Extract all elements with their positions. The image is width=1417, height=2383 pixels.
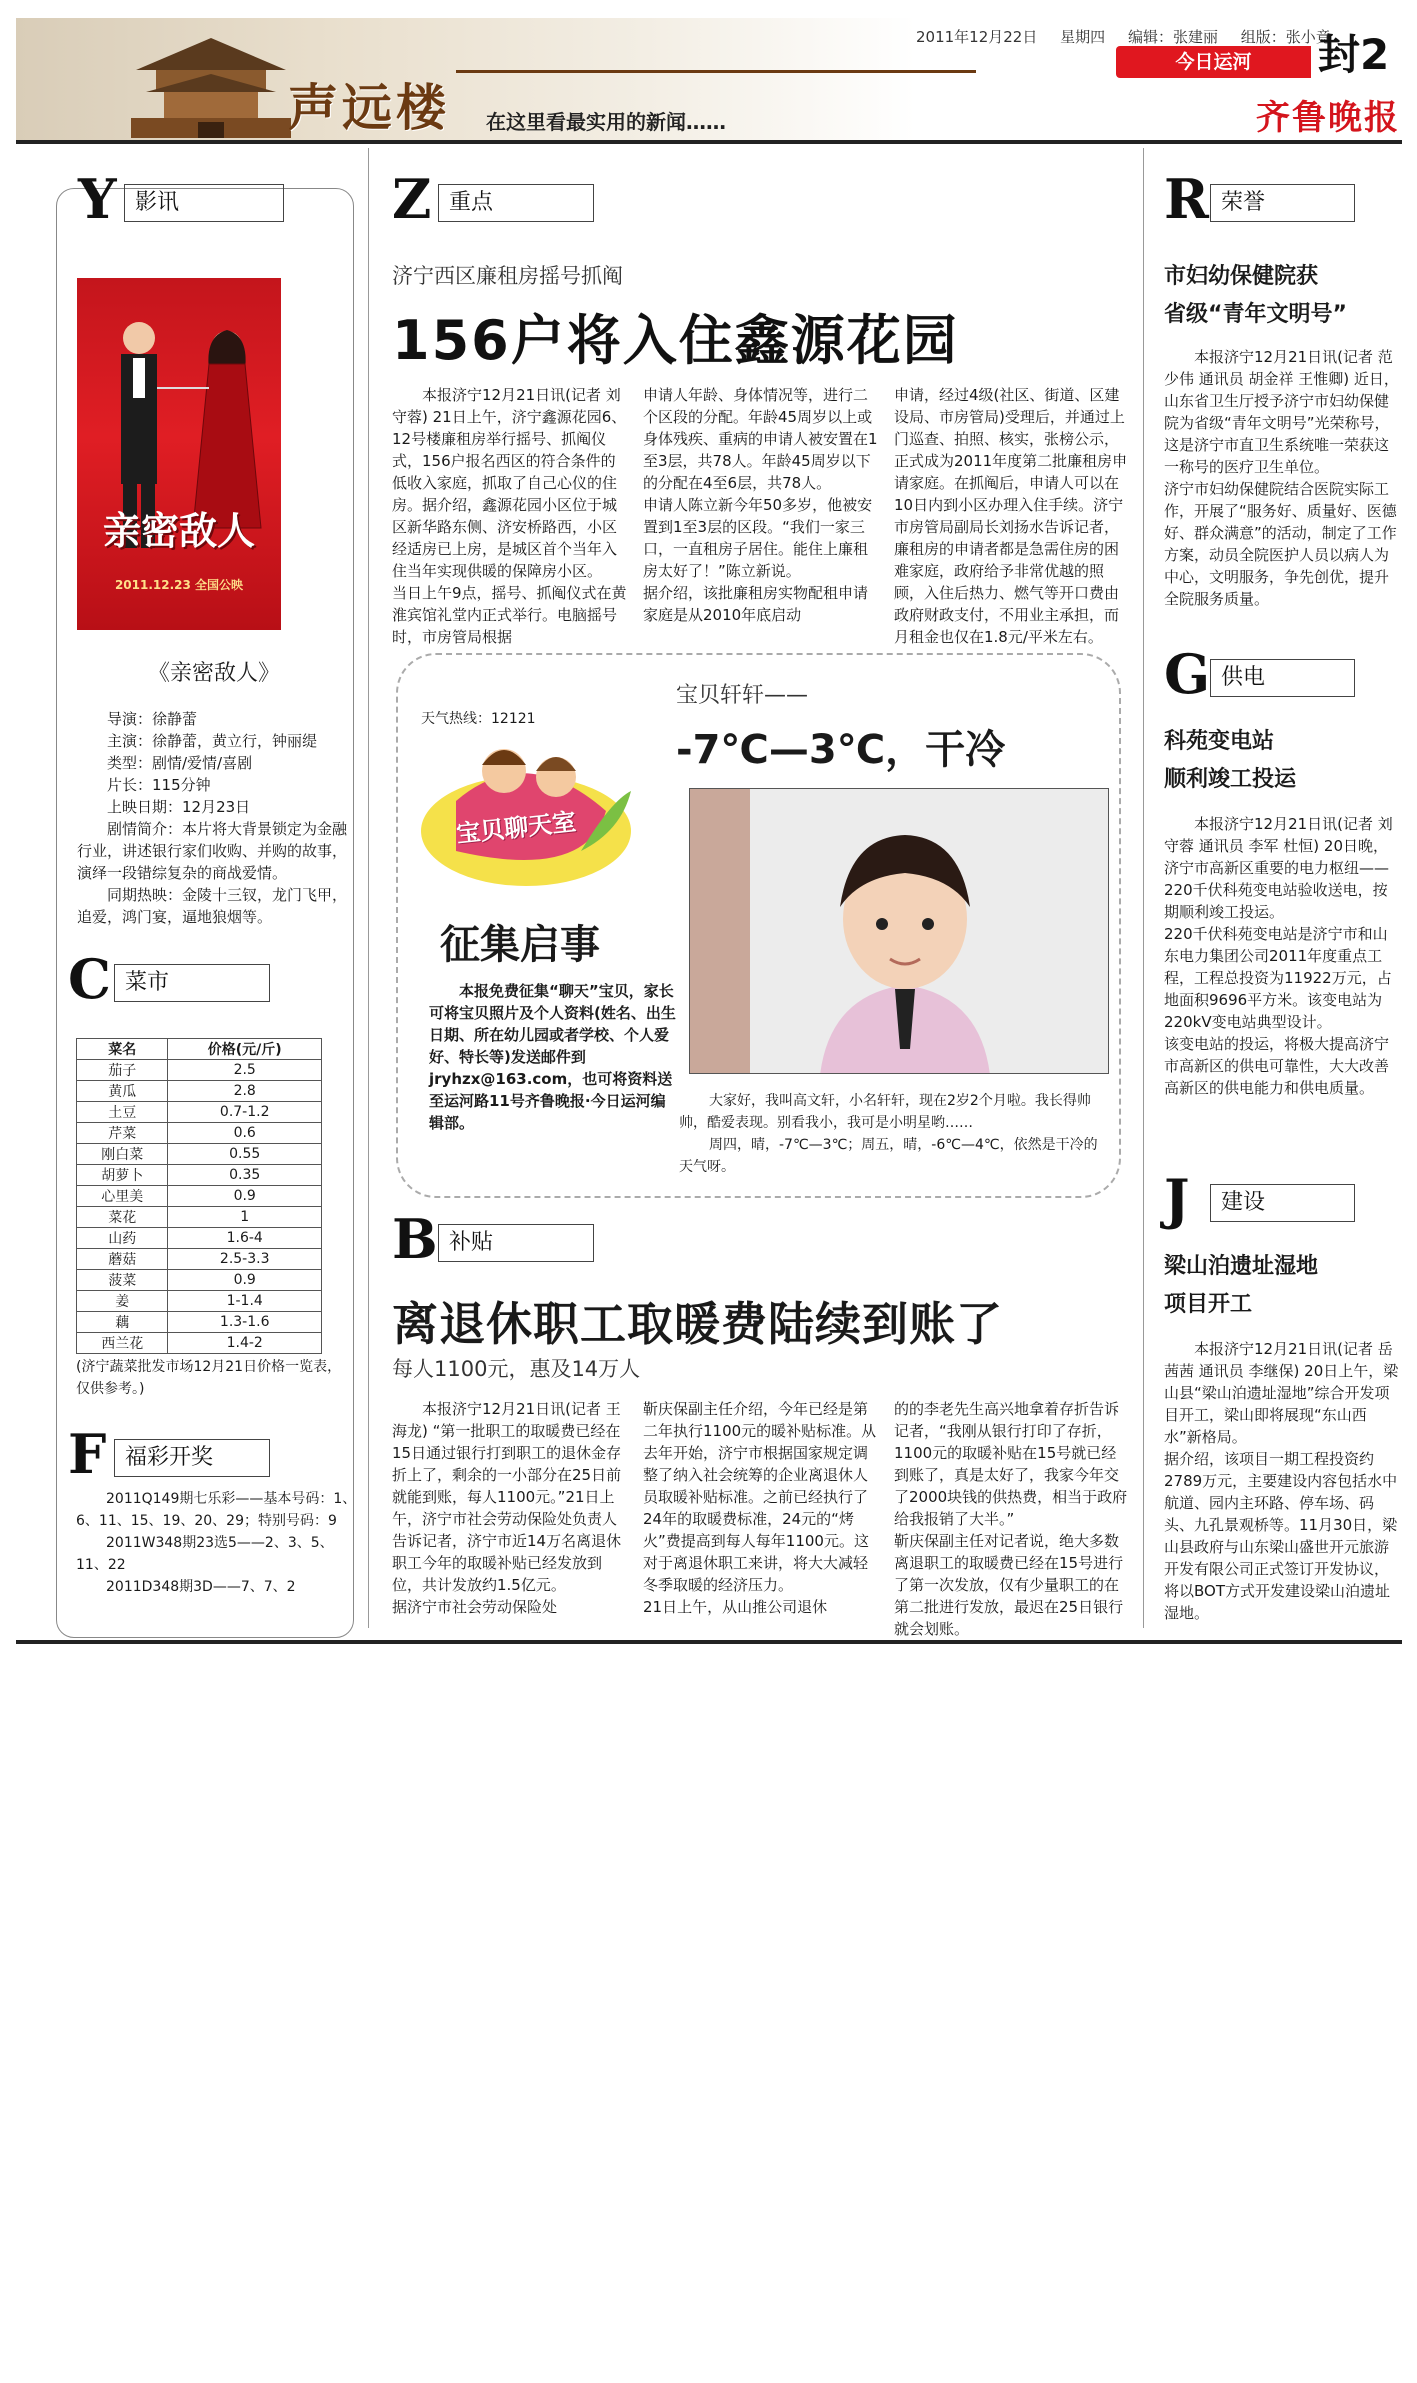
poster-title: 亲密敌人 <box>102 508 255 553</box>
table-row <box>77 1102 322 1123</box>
lottery-line: 2011W348期23选5——2、3、5、11、22 <box>76 1535 334 1573</box>
subsidy-body-col3: 的的李老先生高兴地拿着存折告诉记者，“我刚从银行打印了存折，1100元的取暖补贴在15号就已经到账了，真是太好了，我家今年交了2000块钱的供热费，相当于政府给我报销了大半。” 靳庆保副主任对记者说，绝大多数离退职工的取暖费已经在15号进行了第一次发放，仅有少量职工的在第二批进行发放，最迟在25日银行就会划账。 <box>894 1400 1128 1638</box>
build-headline-line: 梁山泊遗址湿地 <box>1164 1254 1319 1279</box>
build-headline <box>1164 1248 1318 1324</box>
section-head-power <box>1164 642 1402 706</box>
newspaper-page <box>16 18 1402 1643</box>
movie-info-line: 剧情简介：本片将大背景锁定为金融行业，讲述银行家们收购、并购的故事，演绎一段错综复杂的商战爱情。 <box>77 820 348 882</box>
table-row <box>77 1207 322 1228</box>
notice-body: 本报免费征集“聊天”宝贝，家长可将宝贝照片及个人资料(姓名、出生日期、所在幼儿园或者学校、个人爱好、特长等)发送邮件到jryhzx@163.com，也可将资料送至运河路11号齐鲁晚报·今日运河编辑部。 <box>429 982 676 1132</box>
vegetable-price: 2.5 <box>168 1060 322 1081</box>
lead-body-col1: 本报济宁12月21日讯(记者 刘守蓉) 21日上午，济宁鑫源花园6、12号楼廉租房举行摇号、抓阄仪式，156户报名西区的符合条件的低收入家庭，抓取了自己心仪的住房。据介绍，鑫源花园小区位于城区新华路东侧、济安桥路西，小区经适房已上房，是城区首个当年入住当年实现供暖的保障房小区。 当日上午9点，摇号、抓阄仪式在黄淮宾馆礼堂内正式举行。电脑摇号时，市房管局根据 <box>392 386 627 646</box>
table-header-row <box>77 1039 322 1060</box>
vegetable-name: 菜花 <box>77 1207 168 1228</box>
movie-info-line: 类型：剧情/爱情/喜剧 <box>107 754 253 772</box>
vegetable-name: 黄瓜 <box>77 1081 168 1102</box>
lead-kicker: 济宁西区廉租房摇号抓阄 <box>392 264 623 288</box>
baby-chat-logo-text: 宝贝聊天室 <box>455 807 578 849</box>
vegetable-price: 0.55 <box>168 1144 322 1165</box>
column-divider <box>368 148 369 1628</box>
section-badge: 今日运河 <box>1116 46 1311 78</box>
build-body: 本报济宁12月21日讯(记者 岳茜茜 通讯员 李继保) 20日上午，梁山县“梁山泊遗址湿地”综合开发项目开工，梁山即将展现“东山西水”新格局。 据介绍，该项目一期工程投资约2789万元，主要建设内容包括水中航道、园内主环路、停车场、码头、九孔景观桥等。11月30日，梁山县政府与山东梁山盛世开元旅游开发有限公司正式签订开发协议，将以BOT方式开发建设梁山泊遗址湿地。 <box>1164 1340 1399 1622</box>
baby-name: 宝贝轩轩—— <box>676 683 809 708</box>
section-head-focus <box>392 167 632 231</box>
section-letter: Y <box>78 167 117 231</box>
section-head-honor <box>1164 167 1402 231</box>
vegetable-name: 芹菜 <box>77 1123 168 1144</box>
section-head-market <box>68 947 308 1011</box>
temperature: -7℃—3℃，干冷 <box>676 727 1006 773</box>
section-label: 荣誉 <box>1210 184 1355 222</box>
lead-headline: 156户将入住鑫源花园 <box>392 309 959 372</box>
section-letter: R <box>1164 167 1209 231</box>
honor-headline-line: 省级“青年文明号” <box>1164 302 1347 327</box>
weather-hotline: 天气热线：12121 <box>421 711 536 727</box>
poster-release: 2011.12.23 全国公映 <box>114 578 244 592</box>
movie-info-line: 导演：徐静蕾 <box>107 710 198 728</box>
vegetable-note: (济宁蔬菜批发市场12月21日价格一览表，仅供参考。) <box>76 1359 342 1397</box>
lead-body-col2: 申请人年龄、身体情况等，进行二个区段的分配。年龄45周岁以上或身体残疾、重病的申请人被安置在1至3层，共78人。年龄45周岁以下的分配在4至6层，共78人。 申请人陈立新今年50多岁，他被安置到1至3层的区段。“我们一家三口，一直租房子居住。能住上廉租房太好了！”陈立新说。 据介绍，该批廉租房实物配租申请家庭是从2010年底启动 <box>643 386 878 624</box>
issue-info <box>916 26 1349 47</box>
movie-info-line: 主演：徐静蕾，黄立行，钟丽缇 <box>107 732 318 750</box>
section-letter: G <box>1164 642 1211 706</box>
subsidy-body-col2: 靳庆保副主任介绍，今年已经是第二年执行1100元的暖补贴标准。从去年开始，济宁市根据国家规定调整了纳入社会统筹的企业离退休人员取暖补贴标准。之前已经执行了24年的取暖费标准，24元的“烤火”费提高到每人每年1100元。这对于离退休职工来讲，将大大减轻冬季取暖的经济压力。 21日上午，从山推公司退休 <box>643 1400 877 1616</box>
power-headline-line: 科苑变电站 <box>1164 729 1275 754</box>
table-row <box>77 1312 322 1333</box>
vegetable-price: 1.3-1.6 <box>168 1312 322 1333</box>
pagoda-icon <box>126 30 296 140</box>
vegetable-name: 藕 <box>77 1312 168 1333</box>
content-frame <box>16 148 1402 1644</box>
vegetable-name: 姜 <box>77 1291 168 1312</box>
section-head-subsidy <box>392 1207 632 1271</box>
section-label: 建设 <box>1210 1184 1355 1222</box>
table-row <box>77 1291 322 1312</box>
movie-info-line: 上映日期：12月23日 <box>107 798 251 816</box>
masthead-rule <box>456 70 976 73</box>
baby-caption <box>679 1090 1111 1178</box>
section-letter: F <box>68 1422 107 1486</box>
subsidy-headline: 离退休职工取暖费陆续到账了 <box>392 1297 1003 1351</box>
baby-photo-icon <box>690 789 1109 1074</box>
section-letter: C <box>68 947 111 1011</box>
table-row <box>77 1165 322 1186</box>
section-label: 重点 <box>438 184 594 222</box>
vegetable-name: 菠菜 <box>77 1270 168 1291</box>
vegetable-price: 0.9 <box>168 1186 322 1207</box>
vegetable-price: 0.7-1.2 <box>168 1102 322 1123</box>
baby-caption-line: 大家好，我叫高文轩，小名轩轩，现在2岁2个月啦。我长得帅帅，酷爱表现。别看我小，我可是小明星哟…… <box>679 1093 1091 1131</box>
lead-body-col3: 申请，经过4级(社区、街道、区建设局、市房管局)受理后，并通过上门巡查、拍照、核实，张榜公示，正式成为2011年度第二批廉租房申请家庭。在抓阄后，申请人可以在10日内到小区办理入住手续。济宁市房管局副局长刘扬水告诉记者，廉租房的申请者都是急需住房的困难家庭，政府给予非常优越的照顾，入住后热力、燃气等开口费由政府财政支付，不用业主承担，而月租金也仅在1.8元/平米左右。 <box>894 386 1128 646</box>
vegetable-price: 0.9 <box>168 1270 322 1291</box>
issue-weekday: 星期四 <box>1060 28 1106 46</box>
section-label: 福彩开奖 <box>114 1439 270 1477</box>
honor-headline <box>1164 258 1347 334</box>
movie-poster <box>77 278 281 630</box>
table-header: 价格(元/斤) <box>168 1039 322 1060</box>
vegetable-name: 土豆 <box>77 1102 168 1123</box>
paper-logo: 齐鲁晚报 <box>1256 98 1400 138</box>
movie-info-line: 同期热映：金陵十三钗，龙门飞甲，追爱，鸿门宴，逼地狼烟等。 <box>77 886 348 926</box>
table-row <box>77 1333 322 1354</box>
section-label: 影讯 <box>124 184 284 222</box>
section-head-build <box>1164 1167 1402 1231</box>
section-head-movie <box>78 167 318 231</box>
subsidy-subhead: 每人1100元，惠及14万人 <box>392 1357 641 1381</box>
lottery-results <box>76 1488 358 1598</box>
table-row <box>77 1060 322 1081</box>
issue-editor: 编辑：张建丽 <box>1127 28 1218 46</box>
section-label: 菜市 <box>114 964 270 1002</box>
power-headline-line: 顺利竣工投运 <box>1164 767 1297 792</box>
power-headline <box>1164 723 1296 799</box>
lottery-line: 2011Q149期七乐彩——基本号码：1、6、11、15、19、20、29；特别号码：9 <box>76 1491 357 1529</box>
section-letter: J <box>1164 1167 1190 1231</box>
vegetable-price: 1.6-4 <box>168 1228 322 1249</box>
notice-title: 征集启事 <box>440 922 600 968</box>
vegetable-price: 2.8 <box>168 1081 322 1102</box>
vegetable-name: 心里美 <box>77 1186 168 1207</box>
masthead <box>16 18 1402 144</box>
lottery-line: 2011D348期3D——7、7、2 <box>106 1579 296 1595</box>
vegetable-price-table <box>76 1038 322 1354</box>
issue-date: 2011年12月22日 <box>916 28 1038 46</box>
table-row <box>77 1270 322 1291</box>
table-row <box>77 1228 322 1249</box>
build-headline-line: 项目开工 <box>1164 1292 1253 1317</box>
power-body: 本报济宁12月21日讯(记者 刘守蓉 通讯员 李军 杜恒) 20日晚，济宁市高新区重要的电力枢纽——220千伏科苑变电站验收送电，按期顺利竣工投运。 220千伏科苑变电站是济宁市和山东电力集团公司2011年度重点工程，工程总投资为11922万元，占地面积9696平方米。该变电站为220kV变电站典型设计。 该变电站的投运，将极大提高济宁市高新区的供电可靠性，大大改善高新区的供电能力和供电质量。 <box>1164 815 1393 1097</box>
section-head-lottery <box>68 1422 308 1486</box>
movie-info <box>77 708 357 928</box>
table-row <box>77 1186 322 1207</box>
section-letter: Z <box>392 167 432 231</box>
vegetable-name: 胡萝卜 <box>77 1165 168 1186</box>
page-number: 封2 <box>1318 30 1390 79</box>
table-row <box>77 1081 322 1102</box>
vegetable-name: 西兰花 <box>77 1333 168 1354</box>
baby-caption-line: 周四，晴，-7℃—3℃；周五，晴，-6℃—4℃，依然是干冷的天气呀。 <box>679 1137 1098 1175</box>
vegetable-name: 山药 <box>77 1228 168 1249</box>
vegetable-price: 2.5-3.3 <box>168 1249 322 1270</box>
issue-layout: 组版：张小竟 <box>1240 28 1331 46</box>
vegetable-price: 1-1.4 <box>168 1291 322 1312</box>
subsidy-body-col1: 本报济宁12月21日讯(记者 王海龙) “第一批职工的取暖费已经在15日通过银行打到职工的退休金存折上了，剩余的一小部分在25日前就能到账，每人1100元。”21日上午，济宁市社会劳动保险处负责人告诉记者，济宁市近14万名离退休职工今年的取暖补贴已经发放到位，共计发放约1.5亿元。 据济宁市社会劳动保险处 <box>392 1400 622 1616</box>
baby-photo <box>689 788 1109 1074</box>
vegetable-price: 0.35 <box>168 1165 322 1186</box>
movie-info-line: 片长：115分钟 <box>107 776 211 794</box>
table-row <box>77 1144 322 1165</box>
vegetable-name: 蘑菇 <box>77 1249 168 1270</box>
table-row <box>77 1249 322 1270</box>
column-divider <box>1143 148 1144 1628</box>
section-label: 供电 <box>1210 659 1355 697</box>
table-header: 菜名 <box>77 1039 168 1060</box>
table-row <box>77 1123 322 1144</box>
section-label: 补贴 <box>438 1224 594 1262</box>
vegetable-name: 茄子 <box>77 1060 168 1081</box>
masthead-title: 声远楼 <box>288 78 450 137</box>
honor-body: 本报济宁12月21日讯(记者 范少伟 通讯员 胡金祥 王惟卿) 近日，山东省卫生厅授予济宁市妇幼保健院为省级“青年文明号”光荣称号，这是济宁市直卫生系统唯一荣获这一称号的医疗卫生单位。 济宁市妇幼保健院结合医院实际工作，开展了“服务好、质量好、医德好、群众满意”的活动，制定了工作方案，动员全院医护人员以病人为中心，文明服务，争先创优，提升全院服务质量。 <box>1164 348 1399 608</box>
vegetable-name: 刚白菜 <box>77 1144 168 1165</box>
section-letter: B <box>392 1207 438 1271</box>
vegetable-price: 1.4-2 <box>168 1333 322 1354</box>
vegetable-price: 1 <box>168 1207 322 1228</box>
masthead-subtitle: 在这里看最实用的新闻…… <box>486 110 726 134</box>
movie-title: 《亲密敌人》 <box>147 661 280 686</box>
vegetable-price: 0.6 <box>168 1123 322 1144</box>
honor-headline-line: 市妇幼保健院获 <box>1164 264 1319 289</box>
